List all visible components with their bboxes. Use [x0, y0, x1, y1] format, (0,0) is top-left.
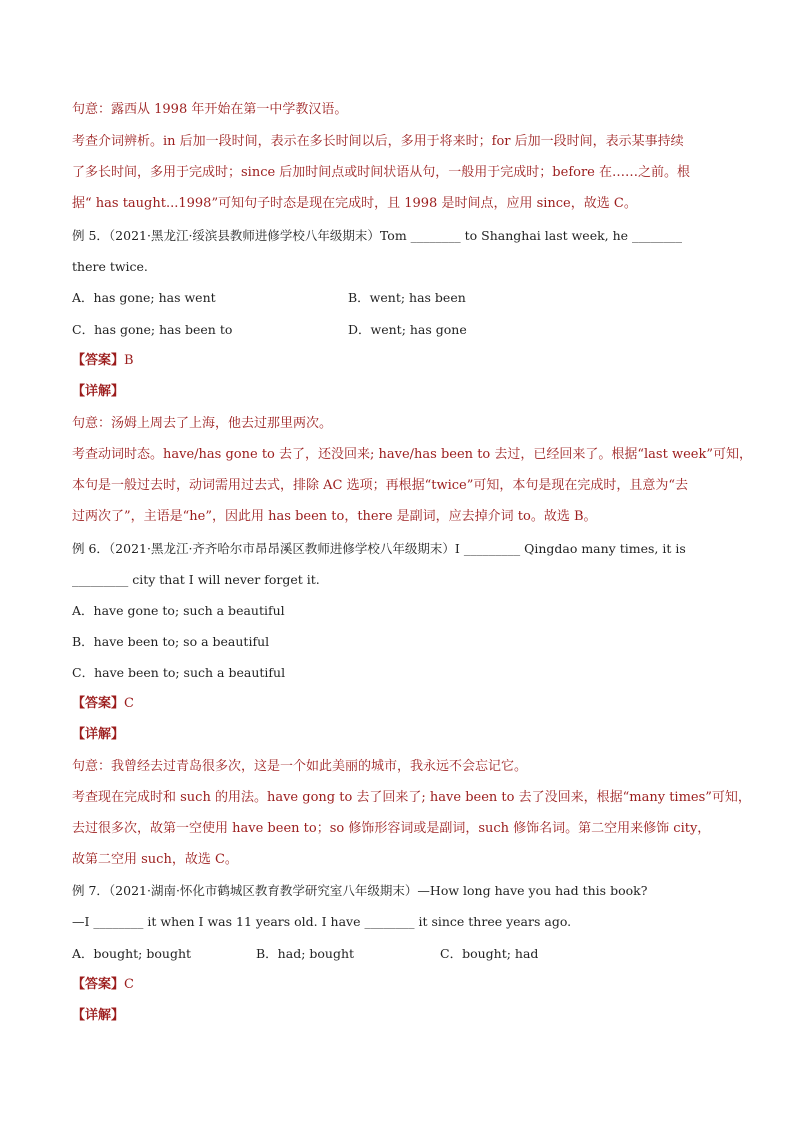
sentence-meaning-text: 句意：汤姆上周去了上海，他去过那里两次。 — [72, 416, 333, 431]
example-5-question-cont: there twice. — [72, 259, 148, 274]
example-7-question: 例 7．（2021·湖南·怀化市鹤城区教育教学研究室八年级期末）—How long have you had this book? — [72, 883, 648, 898]
example-7-option-a: A．bought; bought — [72, 946, 192, 961]
sentence-meaning-text: 句意：我曾经去过青岛很多次，这是一个如此美丽的城市，我永远不会忘记它。 — [72, 759, 528, 774]
example-6-option-b: B．have been to; so a beautiful — [72, 634, 270, 649]
answer-value: C — [124, 977, 134, 992]
answer-value: B — [124, 353, 134, 368]
example-5-question: 例 5．（2021·黑龙江·绥滨县教师进修学校八年级期末）Tom ________ to Shanghai last week, he ________ — [72, 228, 683, 243]
example-5-detail-heading — [72, 383, 124, 401]
explanation-text: 考查介词辨析。in 后加一段时间，表示在多长时间以后，多用于将来时；for 后加一段时间，表示某事持续 — [72, 134, 684, 149]
example-7-option-c: C．bought; had — [440, 946, 539, 961]
sentence-meaning-text: 句意：露西从 1998 年开始在第一中学教汉语。 — [72, 102, 348, 117]
example-7-question-cont: —I ________ it when I was 11 years old. I have ________ it since three years ago. — [72, 914, 572, 929]
explanation-text: 了多长时间，多用于完成时；since 后加时间点或时间状语从句，一般用于完成时；before 在……之前。根 — [72, 165, 691, 180]
explanation-text: 故第二空用 such，故选 C。 — [72, 852, 238, 867]
explanation-text: 据“ has taught...1998”可知句子时态是现在完成时，且 1998 是时间点，应用 since，故选 C。 — [72, 196, 637, 211]
answer-value: C — [124, 696, 134, 711]
example-6-option-c: C．have been to; such a beautiful — [72, 665, 286, 680]
explanation-text: 考查现在完成时和 such 的用法。have gong to 去了回来了; have been to 去了没回来，根据“many times”可知， — [72, 790, 751, 805]
example-5-option-c: C．has gone; has been to — [72, 322, 233, 337]
detail-tag: 【详解】 — [72, 1008, 125, 1023]
answer-tag: 【答案】 — [72, 977, 125, 992]
explanation-text: 考查动词时态。have/has gone to 去了，还没回来; have/has been to 去过，已经回来了。根据“last week”可知， — [72, 447, 752, 462]
detail-tag: 【详解】 — [72, 384, 125, 399]
explanation-text: 过两次了”，主语是“he”，因此用 has been to，there 是副词，应去掉介词 to。故选 B。 — [72, 509, 597, 524]
example-7-detail-heading — [72, 1007, 124, 1025]
explanation-text: 去过很多次，故第一空使用 have been to；so 修饰形容词或是副词，such 修饰名词。第二空用来修饰 city， — [72, 821, 711, 836]
example-6-question: 例 6．（2021·黑龙江·齐齐哈尔市昂昂溪区教师进修学校八年级期末）I _________ Qingdao many times, it is — [72, 541, 686, 556]
example-5-answer — [72, 352, 134, 370]
example-6-answer — [72, 695, 134, 713]
example-6-detail-heading — [72, 726, 124, 744]
answer-tag: 【答案】 — [72, 696, 125, 711]
explanation-text: 本句是一般过去时，动词需用过去式，排除 AC 选项；再根据“twice”可知，本句是现在完成时，且意为“去 — [72, 478, 689, 493]
example-7-option-b: B．had; bought — [256, 946, 355, 961]
example-6-question-cont: _________ city that I will never forget it. — [72, 572, 320, 587]
example-5-option-b: B．went; has been — [348, 290, 466, 305]
detail-tag: 【详解】 — [72, 727, 125, 742]
example-5-option-d: D．went; has gone — [348, 322, 467, 337]
example-5-option-a: A．has gone; has went — [72, 290, 216, 305]
answer-tag: 【答案】 — [72, 353, 125, 368]
example-7-answer — [72, 976, 134, 994]
example-6-option-a: A．have gone to; such a beautiful — [72, 603, 285, 618]
